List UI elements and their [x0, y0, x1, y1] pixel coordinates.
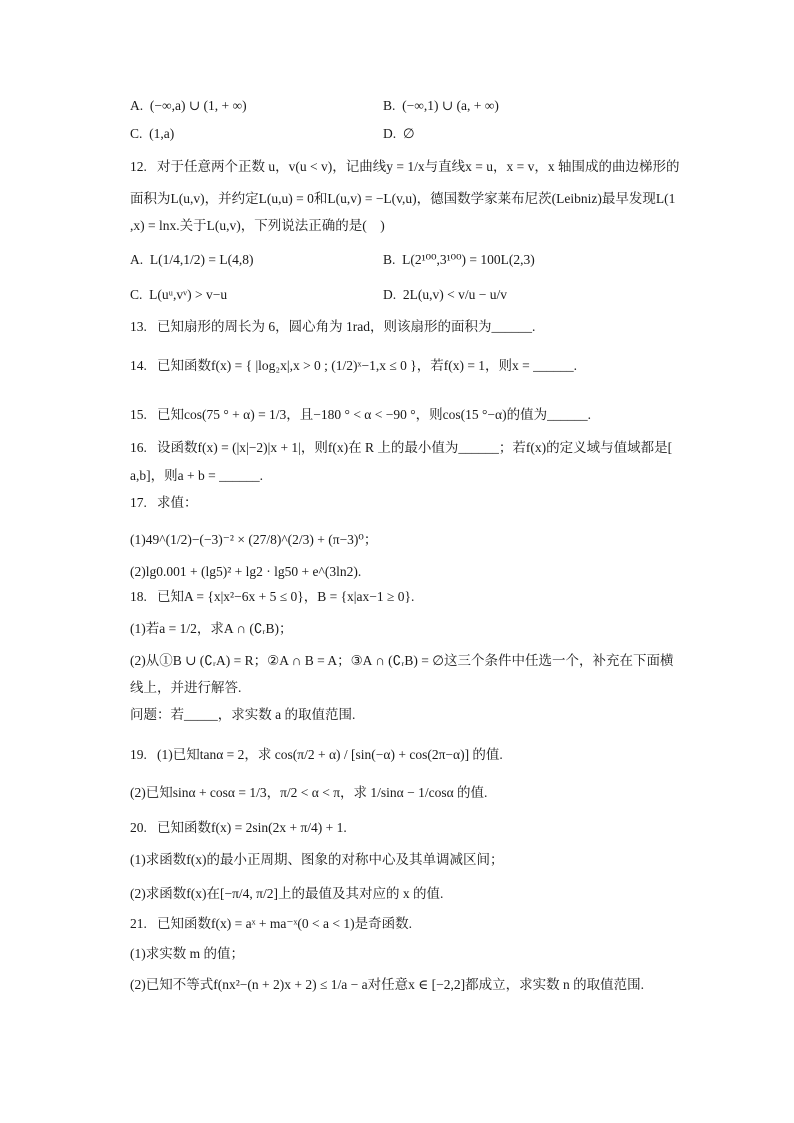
q18-part2-line1: (2)从①B ∪ (∁ᵣA) = R；②A ∩ B = A；③A ∩ (∁ᵣB) = ∅这三个条件中任选一个，补充在下面横 — [130, 653, 674, 668]
q13: 13. 已知扇形的周长为 6，圆心角为 1rad，则该扇形的面积为______. — [130, 319, 536, 334]
q17-part2: (2)lg0.001 + (lg5)² + lg2 · lg50 + e^(3ln2). — [130, 564, 362, 579]
q14: 14. 已知函数f(x) = { |log₂x|,x > 0 ; (1/2)ˣ−1,x ≤ 0 }，若f(x) = 1，则x = ______. — [130, 358, 578, 373]
q20-part1: (1)求函数f(x)的最小正周期、图象的对称中心及其单调减区间； — [130, 852, 504, 867]
q18-part2-line2: 线上，并进行解答. — [130, 680, 242, 695]
q21-stem: 21. 已知函数f(x) = aˣ + ma⁻ˣ(0 < a < 1)是奇函数. — [130, 916, 412, 931]
q17-part1: (1)49^(1/2)−(−3)⁻² × (27/8)^(2/3) + (π−3)⁰； — [130, 532, 378, 547]
q11-option-c: C. (1,a) — [130, 126, 175, 141]
q21-part2: (2)已知不等式f(nx²−(n + 2)x + 2) ≤ 1/a − a对任意x ∈ [−2,2]都成立，求实数 n 的取值范围. — [130, 977, 644, 992]
q18-part1: (1)若a = 1/2，求A ∩ (∁ᵣB)； — [130, 621, 293, 636]
q12-option-c: C. L(uᵘ,vᵛ) > v−u — [130, 287, 228, 302]
q12-option-d: D. 2L(u,v) < v/u − u/v — [383, 287, 507, 302]
q18-question: 问题：若_____，求实数 a 的取值范围. — [130, 707, 356, 722]
q11-option-a: A. (−∞,a) ∪ (1, + ∞) — [130, 98, 247, 113]
q20-part2: (2)求函数f(x)在[−π/4, π/2]上的最值及其对应的 x 的值. — [130, 886, 444, 901]
q18-stem: 18. 已知A = {x|x²−6x + 5 ≤ 0}，B = {x|ax−1 ≥ 0}. — [130, 589, 415, 604]
q12-stem-line2: 面积为L(u,v)，并约定L(u,u) = 0和L(u,v) = −L(v,u)，德国数学家莱布尼茨(Leibniz)最早发现L(1 — [130, 191, 676, 206]
q16-line2: a,b]，则a + b = ______. — [130, 468, 263, 483]
q11-option-b: B. (−∞,1) ∪ (a, + ∞) — [383, 98, 499, 113]
q17-title: 17. 求值： — [130, 495, 198, 510]
q11-option-d: D. ∅ — [383, 126, 415, 141]
q12-option-a: A. L(1/4,1/2) = L(4,8) — [130, 252, 254, 267]
q19-part1: 19. (1)已知tanα = 2，求 cos(π/2 + α) / [sin(−α) + cos(2π−α)] 的值. — [130, 747, 503, 762]
q12-option-b: B. L(2¹⁰⁰,3¹⁰⁰) = 100L(2,3) — [383, 252, 535, 267]
q20-stem: 20. 已知函数f(x) = 2sin(2x + π/4) + 1. — [130, 820, 347, 835]
q15: 15. 已知cos(75 ° + α) = 1/3，且−180 ° < α < −90 °，则cos(15 °−α)的值为______. — [130, 407, 591, 422]
q12-stem-line3: ,x) = lnx.关于L(u,v)，下列说法正确的是( ) — [130, 218, 385, 233]
q21-part1: (1)求实数 m 的值； — [130, 946, 244, 961]
q12-stem-line1: 12. 对于任意两个正数 u，v(u < v)，记曲线y = 1/x与直线x = u，x = v，x 轴围成的曲边梯形的 — [130, 159, 680, 174]
q16-line1: 16. 设函数f(x) = (|x|−2)|x + 1|，则f(x)在 R 上的最小值为______；若f(x)的定义域与值域都是[ — [130, 440, 673, 455]
q19-part2: (2)已知sinα + cosα = 1/3，π/2 < α < π，求 1/sinα − 1/cosα 的值. — [130, 785, 488, 800]
